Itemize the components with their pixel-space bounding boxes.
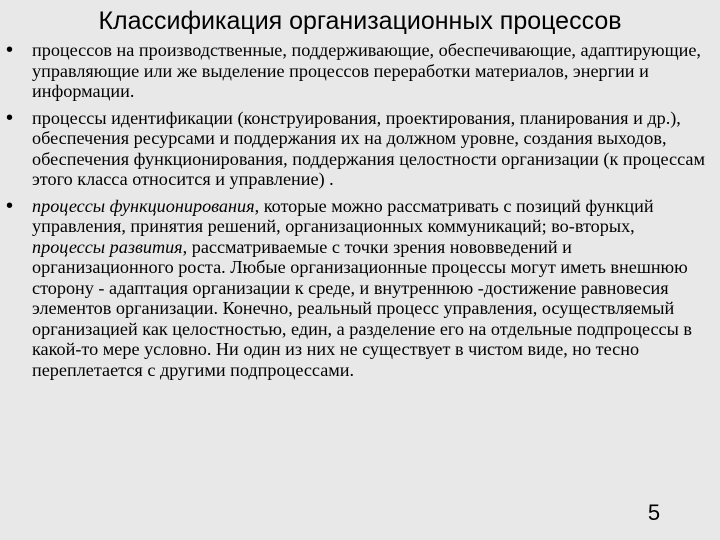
bullet-text: процессы идентификации (конструирования, проектирования, планирования и др.), обеспечения ресурсами и поддержания их на должном уровне, создания выходов, обеспечения функционирования, поддержания целостности организации (к процессам этого класса относится и управление) . — [32, 107, 705, 189]
bullet-list — [6, 40, 712, 386]
bullet-icon: • — [6, 39, 14, 61]
bullet-text: процессов на производственные, поддерживающие, обеспечивающие, адаптирующие, управляющие или же выделение процессов переработки материалов, энергии и информации. — [32, 40, 701, 101]
bullet-item-identification-processes — [6, 108, 712, 190]
bullet-text-continued: , рассматриваемые с точки зрения нововведений и организационного роста. Любые организационные процессы могут иметь внешнюю сторону - адаптация организации к среде, и внутреннюю -достижение равновесия элементов организации. Конечно, реальный процесс управления, осуществляемый организацией как целостностью, един, а разделение его на отдельные подпроцессы в какой-то мере условно. Ни один из них не существует в чистом виде, но тесно переплетается с другими подпроцессами. — [32, 236, 692, 380]
bullet-item-production-processes — [6, 40, 712, 102]
bullet-icon: • — [6, 106, 14, 129]
slide-title: Классификация организационных процессов — [98, 7, 622, 35]
term-development-processes: процессы развития — [32, 236, 183, 257]
bullet-text: , которые можно рассматривать с позиций функций управления, принятия решений, организационных коммуникаций; во-вторых, — [32, 195, 654, 236]
bullet-icon: • — [6, 194, 14, 217]
term-functioning-processes: процессы функционирования — [32, 195, 255, 216]
bullet-item-functioning-processes — [6, 196, 712, 381]
page-number: 5 — [647, 500, 661, 525]
